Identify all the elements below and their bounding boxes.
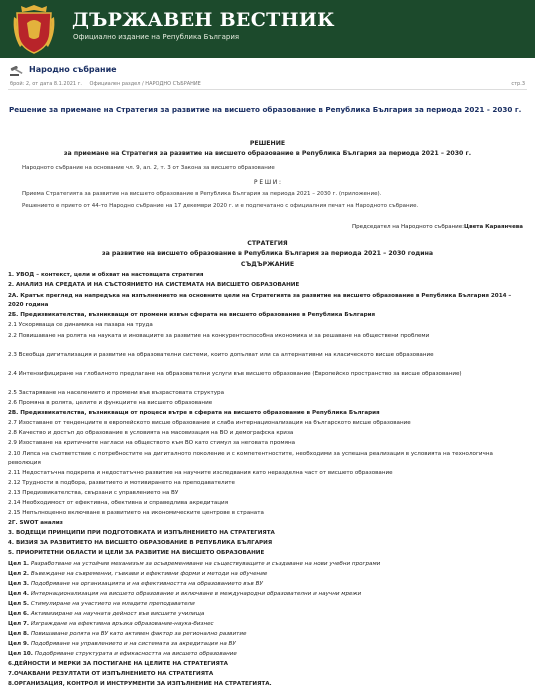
toc-item: 8.ОРГАНИЗАЦИЯ, КОНТРОЛ И ИНСТРУМЕНТИ ЗА ИЗПЪЛНЕНИЕ НА СТРАТЕГИЯТА.: [8, 681, 272, 687]
issue-meta: [10, 81, 207, 87]
goal-text: Подобряване структурата и ефикасността на висшето образование: [34, 651, 237, 657]
toc-item: 4. ВИЗИЯ ЗА РАЗВИТИЕТО НА ВИСШЕТО ОБРАЗОВАНИЕ В РЕПУБЛИКА БЪЛГАРИЯ: [8, 540, 273, 546]
goal-text: Подобряване на организацията и на ефективността на образованието във ВУ: [30, 581, 263, 587]
toc-item: 2.6 Промяна в ролята, целите и функциите на висшето образование: [8, 400, 213, 406]
toc-item: 2.11 Недостатъчна подкрепа и недостатъчно развитие на научните изследвания като неразделна част от висшето образование: [8, 470, 393, 476]
goal-label: Цел 6.: [8, 611, 30, 617]
adoption-text: Решението е прието от 44-то Народно събрание на 17 декември 2020 г. и е подпечатано с официалния печат на Народното събрание.: [22, 203, 419, 209]
strategy-title: СТРАТЕГИЯ: [247, 240, 288, 247]
goal-text: Активизиране на научната дейност във висшите училища: [30, 611, 205, 617]
signature: [352, 224, 523, 230]
goal-item: [8, 651, 237, 657]
goal-label: Цел 8.: [8, 631, 30, 637]
goal-text: Стимулиране на участието на младите преподаватели: [30, 601, 195, 607]
coat-of-arms-icon: [12, 3, 56, 55]
goal-item: [8, 641, 236, 647]
toc-item: 2.3 Всеобща дигитализация и развитие на образователни системи, които допълват или са алтернативни на класическото висше образование: [8, 352, 434, 358]
goal-label: Цел 1.: [8, 561, 30, 567]
goal-item: [8, 631, 246, 637]
signature-name: Цвета Караянчева: [463, 224, 523, 230]
toc-item: 2В. Предизвикателства, възникващи от процеси вътре в сферата на висшето образование в Република България: [8, 410, 380, 416]
toc-item: 2.7 Изоставане от тенденциите в европейското висше образование и слаба интернационализация на българското висше образование: [8, 420, 411, 426]
decision-heading: РЕШЕНИЕ: [249, 140, 286, 147]
toc-item: 2.13 Предизвикателства, свързани с управлението на ВУ: [8, 490, 179, 496]
document-title: Решение за приемане на Стратегия за развитие на висшето образование в Република България за периода 2021 - 2030 г.: [9, 105, 522, 114]
goal-label: Цел 4.: [8, 591, 30, 597]
toc-item: 2А. Кратък преглед на напредъка на изпълнението на основните цели на Стратегията за развитие на висшето образование в Република България 2014 – 2020 година: [8, 293, 512, 308]
toc-item: 2Б. Предизвикателства, възникващи от промени извън сферата на висшето образование в Република България: [8, 312, 376, 318]
goal-text: Повишаване ролята на ВУ като активен фактор за регионално развитие: [30, 631, 247, 637]
site-subtitle: Официално издание на Република България: [73, 33, 240, 41]
toc-item: 2.10 Липса на съответствие с потребностите на дигиталното поколение и с компетентностите, необходими за успешна реализация в условията на технологична революция: [8, 451, 493, 466]
goal-item: [8, 571, 267, 577]
goal-label: Цел 2.: [8, 571, 30, 577]
toc-item: 2.4 Интензифициране на глобалното предлагане на образователни услуги във висшето образование (Европейско пространство за висше образование): [8, 371, 462, 377]
goal-item: [8, 581, 263, 587]
toc-item: 2Г. SWOT анализ: [8, 520, 63, 526]
toc-item: 2.9 Изоставане на критичните нагласи на обществото към ВО като стимул за неговата промяна: [8, 440, 296, 446]
goal-label: Цел 9.: [8, 641, 30, 647]
divider: [8, 89, 527, 90]
toc-item: 2.14 Необходимост от ефективна, обективна и справедлива акредитация: [8, 500, 229, 506]
site-header: [0, 0, 535, 58]
signature-label: Председател на Народното събрание:: [352, 224, 464, 230]
section-path[interactable]: Официален раздел / НАРОДНО СЪБРАНИЕ: [89, 81, 201, 87]
goal-label: Цел 10.: [8, 651, 33, 657]
goal-label: Цел 3.: [8, 581, 30, 587]
goal-item: [8, 611, 204, 617]
toc-item: 2. АНАЛИЗ НА СРЕДАТА И НА СЪСТОЯНИЕТО НА СИСТЕМАТА НА ВИСШЕТО ОБРАЗОВАНИЕ: [8, 282, 300, 288]
goal-item: [8, 591, 361, 597]
resolution-text: Приема Стратегията за развитие на висшето образование в Република България за периода 2021 – 2030 г. (приложение).: [22, 191, 382, 197]
page-number: стр.3: [511, 81, 525, 87]
gavel-icon: [10, 66, 24, 76]
toc-item: 7.ОЧАКВАНИ РЕЗУЛТАТИ ОТ ИЗПЪЛНЕНИЕТО НА СТРАТЕГИЯТА: [8, 671, 214, 677]
issue-info: брой: 2, от дата 8.1.2021 г.: [10, 81, 82, 87]
toc-item: 2.5 Застаряване на населението и промени във възрастовата структура: [8, 390, 225, 396]
toc-item: 1. УВОД – контекст, цели и обхват на настоящата стратегия: [8, 272, 204, 278]
goal-label: Цел 7.: [8, 621, 30, 627]
goal-text: Подобряване на управлението и на системата за акредитация на ВУ: [30, 641, 236, 647]
goal-text: Изграждане на ефективна връзка образование-наука-бизнес: [30, 621, 214, 627]
toc-item: 2.15 Непълноценно включване в развитието на икономическите центрове в страната: [8, 510, 264, 516]
goal-item: [8, 601, 195, 607]
site-title[interactable]: ДЪРЖАВЕН ВЕСТНИК: [72, 9, 335, 31]
goal-item: [8, 561, 380, 567]
goal-label: Цел 5.: [8, 601, 30, 607]
legal-basis: Народното събрание на основание чл. 9, ал. 2, т. 3 от Закона за висшето образование: [22, 165, 275, 171]
goal-text: Въвеждане на съвременни, гъвкави и ефективни форми и методи на обучение: [30, 571, 268, 577]
resolves-label: Р Е Ш И :: [253, 180, 282, 186]
decision-subheading: за приемане на Стратегия за развитие на висшето образование в Република България за периода 2021 – 2030 г.: [63, 150, 472, 157]
toc-item: 6.ДЕЙНОСТИ И МЕРКИ ЗА ПОСТИГАНЕ НА ЦЕЛИТЕ НА СТРАТЕГИЯТА: [8, 661, 228, 667]
toc-item: 2.1 Ускоряваща се динамика на пазара на труда: [8, 322, 153, 328]
contents-title: СЪДЪРЖАНИЕ: [240, 261, 295, 268]
goal-item: [8, 621, 214, 627]
toc-item: 5. ПРИОРИТЕТНИ ОБЛАСТИ И ЦЕЛИ ЗА РАЗВИТИЕ НА ВИСШЕТО ОБРАЗОВАНИЕ: [8, 550, 265, 556]
toc-item: 2.2 Повишаване на ролята на науката и иновациите за развитие на конкурентоспособна икономика и за решаване на обществени проблеми: [8, 333, 430, 339]
goal-text: Интернационализация на висшето образование и включване в международни образователни и научни мрежи: [30, 591, 362, 597]
section-title[interactable]: Народно събрание: [29, 65, 117, 74]
strategy-subtitle: за развитие на висшето образование в Република България за периода 2021 – 2030 година: [101, 250, 434, 257]
goal-text: Разработване на устойчив механизъм за осъвременяване на съществуващите и създаване на нови учебни програми: [30, 561, 381, 567]
toc-item: 2.12 Трудности в подбора, развитието и мотивирането на преподавателите: [8, 480, 235, 486]
toc-item: 2.8 Качество и достъп до образование в условията на масовизация на ВО и демографска криза: [8, 430, 294, 436]
toc-item: 3. ВОДЕЩИ ПРИНЦИПИ ПРИ ПОДГОТОВКАТА И ИЗПЪЛНЕНИЕТО НА СТРАТЕГИЯТА: [8, 530, 275, 536]
